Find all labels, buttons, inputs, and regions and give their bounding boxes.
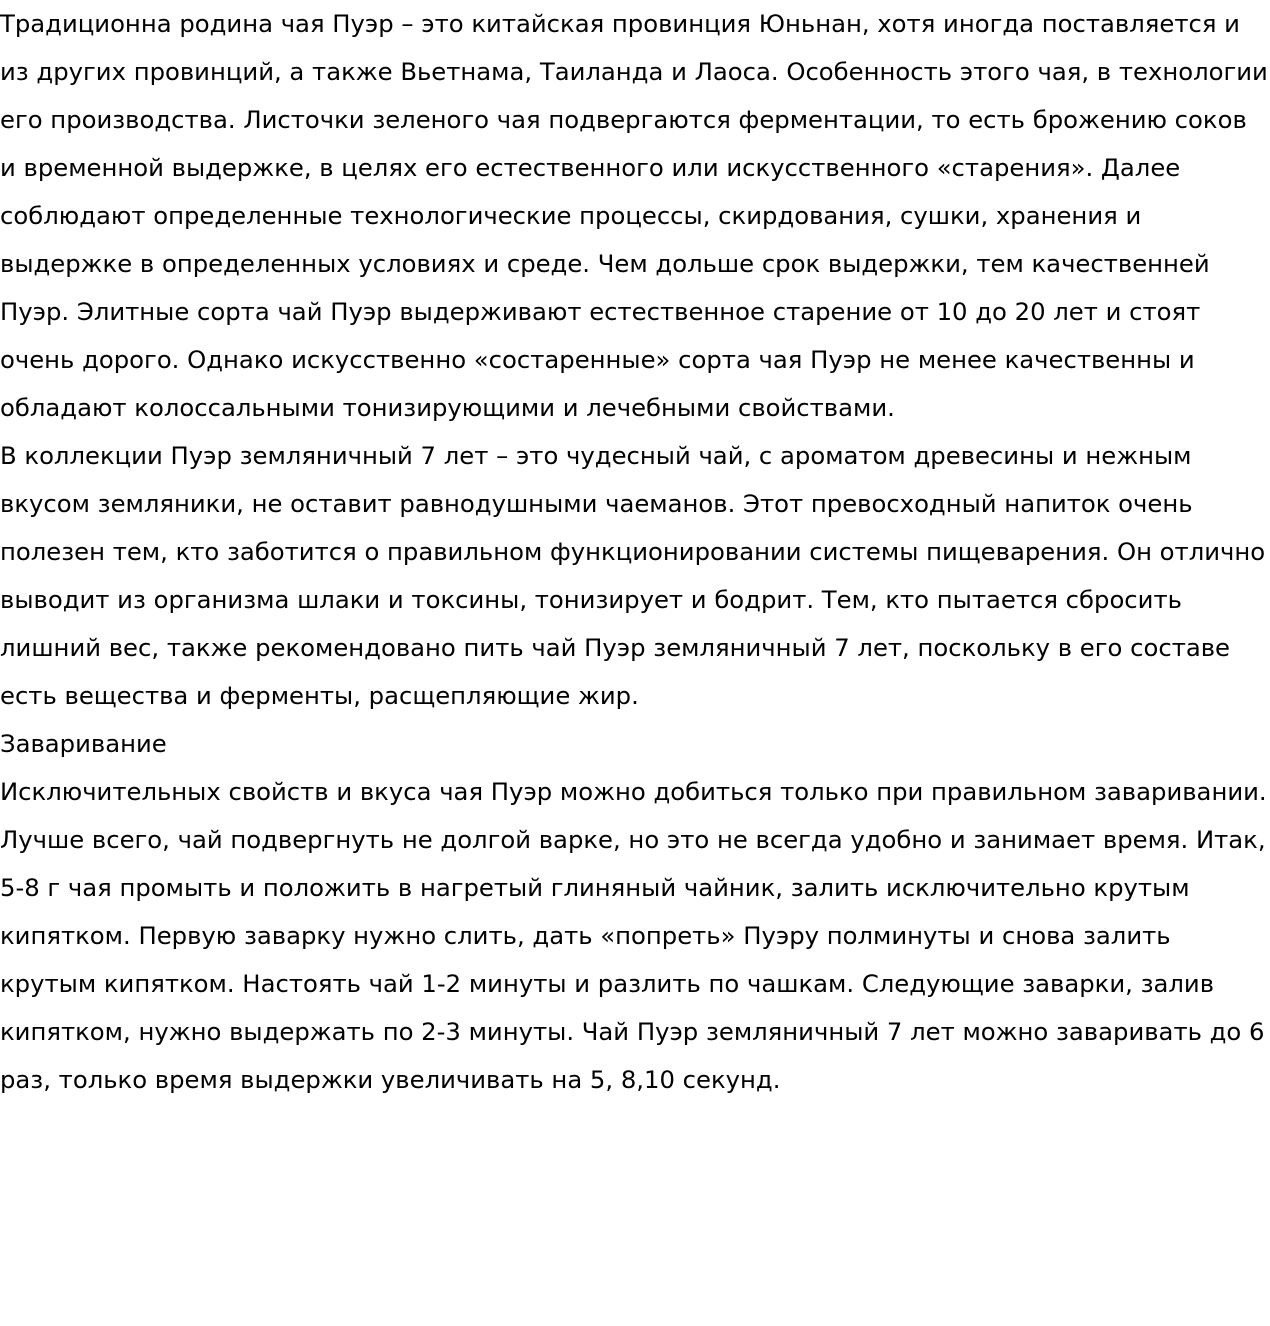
intro-paragraph: Традиционна родина чая Пуэр – это китайская провинция Юньнан, хотя иногда поставляется и из других провинций, а также Вьетнама, Таиланда и Лаоса. Особенность этого чая, в технологии его производства. Листочки зеленого чая подвергаются ферментации, то есть брожению соков и временной выдержке, в целях его естественного или искусственного «старения». Далее соблюдают определенные технологические процессы, скирдования, сушки, хранения и выдержке в определенных условиях и среде. Чем дольше срок выдержки, тем качественней Пуэр. Элитные сорта чай Пуэр выдерживают естественное старение от 10 до 20 лет и стоят очень дорого. Однако искусственно «состаренные» сорта чая Пуэр не менее качественны и обладают колоссальными тонизирующими и лечебными свойствами. <box>0 9 1268 422</box>
brewing-heading: Заваривание <box>0 729 167 758</box>
collection-paragraph: В коллекции Пуэр земляничный 7 лет – это чудесный чай, с ароматом древесины и нежным вкусом земляники, не оставит равнодушными чаеманов. Этот превосходный напиток очень полезен тем, кто заботится о правильном функционировании системы пищеварения. Он отлично выводит из организма шлаки и токсины, тонизирует и бодрит. Тем, кто пытается сбросить лишний вес, также рекомендовано пить чай Пуэр земляничный 7 лет, поскольку в его составе есть вещества и ферменты, расщепляющие жир. <box>0 441 1266 710</box>
brewing-paragraph: Исключительных свойств и вкуса чая Пуэр можно добиться только при правильном заваривании. Лучше всего, чай подвергнуть не долгой варке, но это не всегда удобно и занимает время. Итак, 5-8 г чая промыть и положить в нагретый глиняный чайник, залить исключительно крутым кипятком. Первую заварку нужно слить, дать «попреть» Пуэру полминуты и снова залить крутым кипятком. Настоять чай 1-2 минуты и разлить по чашкам. Следующие заварки, залив кипятком, нужно выдержать по 2-3 минуты. Чай Пуэр земляничный 7 лет можно заваривать до 6 раз, только время выдержки увеличивать на 5, 8,10 секунд. <box>0 777 1267 1094</box>
